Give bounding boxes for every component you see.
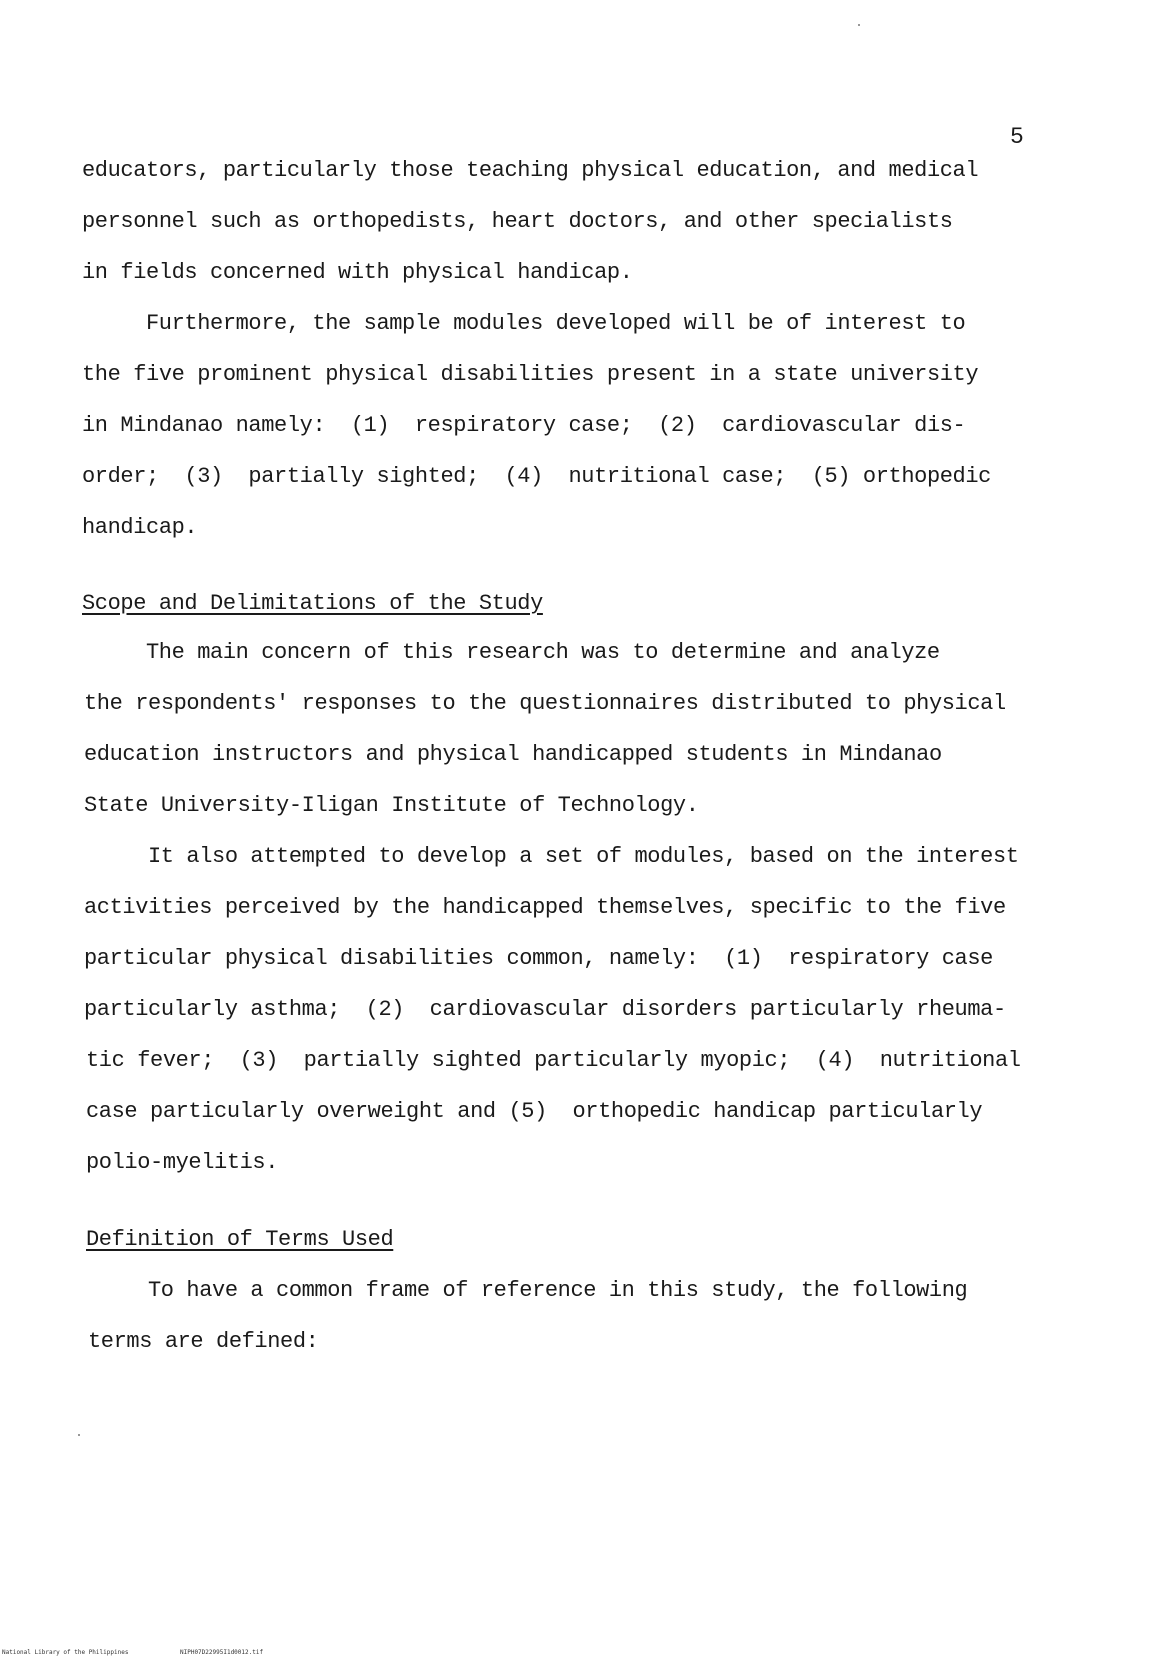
paragraph-1-line: personnel such as orthopedists, heart doctors, and other specialists [82,209,953,234]
paragraph-1-line: in fields concerned with physical handicap. [82,260,633,285]
paragraph-1-line: educators, particularly those teaching physical education, and medical [82,158,979,183]
paragraph-4-line: It also attempted to develop a set of modules, based on the interest [148,844,1019,869]
paragraph-2-line: in Mindanao namely: (1) respiratory case; (2) cardiovascular dis- [82,413,966,438]
paragraph-3-line: education instructors and physical handicapped students in Mindanao [84,742,942,767]
paragraph-4-line: polio-myelitis. [86,1150,279,1175]
section-heading-scope: Scope and Delimitations of the Study [82,591,543,616]
footer-library-name: National Library of the Philippines [2,1649,129,1656]
paragraph-4-line: tic fever; (3) partially sighted particularly myopic; (4) nutritional [86,1048,1021,1073]
scan-speck [78,1434,80,1436]
page-number: 5 [1010,124,1024,150]
paragraph-2-line: order; (3) partially sighted; (4) nutritional case; (5) orthopedic [82,464,991,489]
paragraph-5-line: To have a common frame of reference in this study, the following [148,1278,968,1303]
paragraph-3-line: State University-Iligan Institute of Technology. [84,793,699,818]
paragraph-3-line: The main concern of this research was to determine and analyze [146,640,940,665]
paragraph-2-line: handicap. [82,515,198,540]
paragraph-4-line: particularly asthma; (2) cardiovascular disorders particularly rheuma- [84,997,1006,1022]
footer-file-code: NIPH07D22995I1d0012.tif [180,1649,264,1656]
scan-speck [858,24,860,26]
paragraph-4-line: case particularly overweight and (5) orthopedic handicap particularly [86,1099,983,1124]
paragraph-4-line: activities perceived by the handicapped themselves, specific to the five [84,895,1006,920]
paragraph-2-line: Furthermore, the sample modules developed will be of interest to [146,311,966,336]
paragraph-3-line: the respondents' responses to the questionnaires distributed to physical [84,691,1006,716]
paragraph-2-line: the five prominent physical disabilities present in a state university [82,362,979,387]
paragraph-5-line: terms are defined: [88,1329,319,1354]
paragraph-4-line: particular physical disabilities common, namely: (1) respiratory case [84,946,993,971]
section-heading-definition: Definition of Terms Used [86,1227,394,1252]
